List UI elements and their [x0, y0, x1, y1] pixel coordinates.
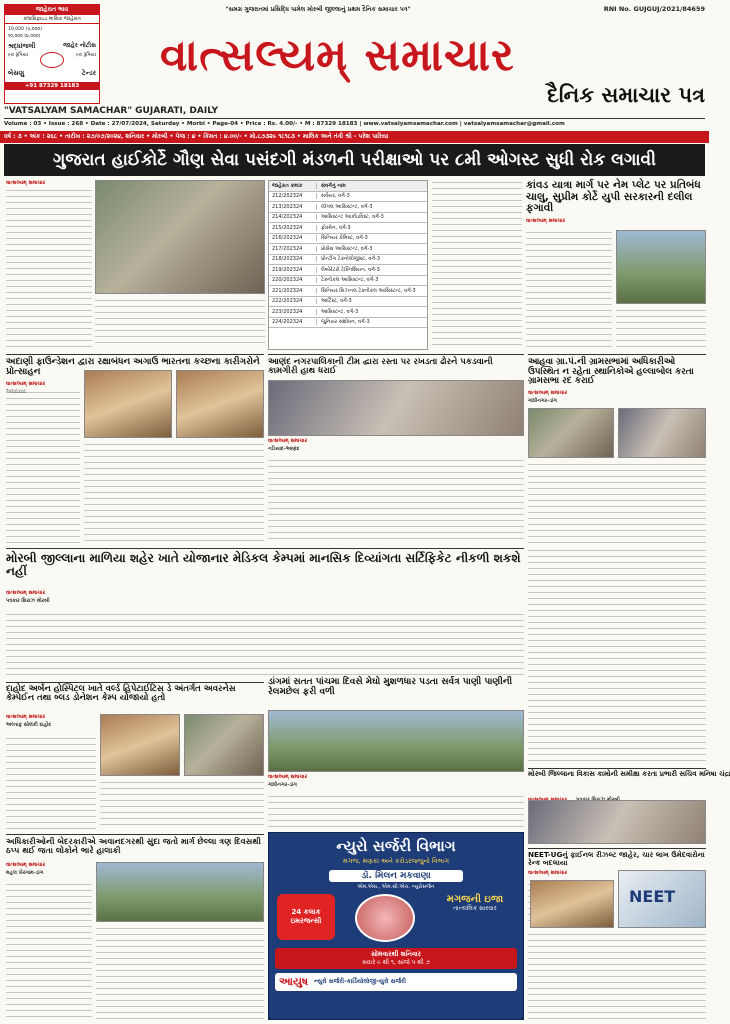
maliya-headline: મોરબી જીલ્લાના માળિયા શહેર ખાતે યોજાનાર મેડિકલ કેમ્પમાં માનસિક દિવ્યાંગતા સર્ટિફિકેટ નીકળી શકશે નહીં [6, 551, 521, 579]
article-text [84, 442, 264, 544]
advert-title: ન્યુરો સર્જરી વિભાગ [336, 837, 456, 855]
masthead-subtitle: દૈનિક સમાચાર પત્ર [547, 83, 705, 107]
advert-brain-icon [355, 894, 415, 942]
article-dang-rain [268, 678, 524, 706]
article-text [268, 458, 524, 544]
cattle-photo [268, 380, 524, 436]
article-text [268, 794, 524, 830]
location: ગાંધીનગર-ડાંગ [528, 398, 557, 405]
masthead-tagline: "સમગ્ર ગુજરાતમાં પ્રસિદ્ધિ પામેલ મોરબી જીલ્લાનું પ્રથમ દૈનિક સમાચાર પત્ર" [225, 6, 411, 13]
advert-emergency-badge: 24 કલાક ઇમરજન્સી [277, 894, 335, 940]
byline: વાત્સલ્યમ્ સમાચાર [268, 774, 308, 780]
article-text [528, 932, 706, 1020]
rain-photo [268, 710, 524, 772]
advert-hospital-full: ન્યુરો સર્જરી-કાર્ડિયોલોજી-યુરો સર્જરી [314, 978, 406, 985]
ads-rate: ૯૦ રૂપિયા [76, 52, 96, 58]
table-row: 217/202324 પ્રોસેસ આસિસ્ટન્ટ, વર્ગ-3 [269, 244, 427, 255]
table-header: સંવર્ગનું નામ [321, 182, 346, 189]
table-row: 215/202324 ફોરમેન, વર્ગ-3 [269, 223, 427, 234]
advert-opd-days: સોમવારથી શનિવાર [371, 950, 421, 958]
dahod-byline [6, 714, 96, 734]
morbi-headline: મોરબી જિલ્લાના વિકાસ કામોની સમીક્ષા કરતા પ્રભારી સચિવ મનિષા ચંદ્રા [528, 770, 730, 778]
table-row: 213/202324 લીગલ આસિસ્ટન્ટ, વર્ગ-3 [269, 202, 427, 213]
maliya-byline [6, 590, 106, 610]
supreme-court-photo [616, 230, 706, 304]
ads-rate: ૯૦ રૂપિયા [8, 52, 28, 58]
byline: વાત્સલ્યમ્ સમાચાર [6, 862, 46, 868]
gram-sabha-photo-1 [528, 408, 614, 458]
article-text [528, 548, 706, 766]
ads-phone: +91 87329 18183 [5, 82, 99, 90]
morbi-byline [528, 786, 706, 800]
article-dahod [6, 682, 264, 710]
table-row: 222/202324 આર્ટિસ્ટ, વર્ગ-3 [269, 297, 427, 308]
article-text [528, 462, 706, 544]
kanwar-headline: કાંવડ યાત્રા માર્ગ પર નેમ પ્લેટ પર પ્રતિબંધ ચાલુ, સુપ્રીમ કોર્ટે યુપી સરકારની દલીલ ફગાવી [526, 179, 701, 215]
article-text [432, 180, 522, 350]
article-text [6, 882, 92, 1020]
table-row: 214/202324 આસિસ્ટન્ટ આર્કાઇવિસ્ટ, વર્ગ-3 [269, 213, 427, 224]
dang-headline: ડાંગમાં સતત પાંચમા દિવસે મેઘો મુશળધાર પડતા સર્વત્ર પાણી પાણીની રેલમછેલ ફરી વળી [268, 677, 513, 697]
article-anand [268, 354, 524, 376]
dang-byline [268, 774, 338, 794]
advert-highlight: મગજની ઇજા [446, 894, 504, 905]
location: ગાંધીનગર-ડાંગ [268, 782, 297, 788]
exam-table [268, 180, 428, 350]
neet-label: NEET [629, 887, 676, 906]
ads-logo-seal [40, 52, 64, 68]
table-header: જાહેરાત ક્રમાંક [269, 183, 317, 189]
info-line: Volume : 03 • Issue : 268 • Date : 27/07/2024, Saturday • Morbi • Page-04 • Price : Rs. 4.00/- • M : 87329 18183 | www.vatsalyamsamachar.com | vatsalyamsamachar@gmail.com [4, 118, 705, 127]
location: પત્રકાર સિરાઝ મોરબી [6, 598, 50, 604]
ads-public-notice: જાહેર નોટીસ [63, 42, 96, 49]
article-hc-left [6, 180, 92, 348]
table-row: 216/202324 સિનિયર કેમિસ્ટ, વર્ગ-3 [269, 234, 427, 245]
neuro-advert [268, 832, 524, 1020]
table-row: 212/202324 સર્વેયર, વર્ગ-3 [269, 192, 427, 203]
english-name: "VATSALYAM SAMACHAR" GUJARATI, DAILY [4, 106, 219, 116]
table-row: 224/202324 જુનિયર સંશોધન, વર્ગ-3 [269, 318, 427, 329]
article-text [526, 230, 612, 350]
anand-headline: આણંદ નગરપાલિકાની ટીમ દ્વારા રસ્તા પર રખડતા ઢોરને પકડવાની કામગીરી હાથ ધરાઈ [268, 357, 493, 377]
hospital-photo-1 [100, 714, 180, 776]
table-row: 218/202324 પ્રીન્ટીંગ ટેક્નોલોજીસ્ટ, વર્ગ-3 [269, 255, 427, 266]
ads-besnu: બેસણુ [8, 69, 25, 77]
gram-sabha-photo-2 [618, 408, 706, 458]
article-morbi-review [528, 768, 730, 784]
article-road [6, 834, 264, 860]
main-headline: ગુજરાત હાઈકોર્ટે ગૌણ સેવા પસંદગી મંડળની પરીક્ષાઓ પર ૮મી ઓગસ્ટ સુધી રોક લગાવી [4, 144, 705, 176]
advert-hospital-name: આયુષ [279, 975, 309, 988]
gujarati-info-line: વર્ષ : ૩ • અંક : ૨૬૮ • તારીખ : ૨૭/૦૭/૨૦૨૪, શનિવાર • મોરબી • પેજ : ૪ • કિંમત : ૪.૦૦/- • મો.૮૭૩૨૯ ૧૮૧૮૩ • માલિક અને તંત્રી શ્રી - પરેશ પારિયા [0, 131, 709, 143]
article-text [616, 308, 706, 350]
rni-number: RNI No. GUJGUJ/2021/84659 [603, 5, 705, 13]
article-text [96, 926, 264, 1020]
hospital-photo-2 [184, 714, 264, 776]
adani-headline: અદાણી ફાઉન્ડેશન દ્વારા રક્ષાબંધન અગાઉ ભારતના કચ્છના કારીગરોને પ્રોત્સાહન [6, 357, 260, 377]
masthead-title: વાત્સલ્યમ્ સમાચાર [160, 30, 515, 81]
advert-subtitle: મગજ, મણકા અને કરોડરજ્જુનો વિભાગ [342, 857, 449, 865]
article-text [6, 736, 96, 830]
byline: વાત્સલ્યમ્ સમાચાર [6, 714, 46, 720]
location: અલ્તાફ સોલંકી દાહોદ [6, 722, 52, 728]
table-row: 220/202324 ટેક્નીકલ આસિસ્ટન્ટ, વર્ગ-3 [269, 276, 427, 287]
flooded-road-photo [96, 862, 264, 922]
ads-subtitle: ક્લાસિફાઇડ માસિક જાહેરાત [5, 15, 99, 24]
article-maliya [6, 548, 524, 588]
meeting-photo [528, 800, 706, 844]
byline: વાત્સલ્યમ્ સમાચાર [528, 870, 568, 876]
article-text [100, 780, 264, 830]
byline: વાત્સલ્યમ્ સમાચાર [528, 390, 568, 397]
dahod-headline: દાહોદ અર્બન હોસ્પિટલ ખાતે વર્લ્ડ હિપેટાઈટિસ ડે અંતર્ગત અવરનેસ કેમ્પેઈન તથા બ્લડ ડોનેશન કેમ્પ યોજાયો હતો [6, 684, 236, 704]
location: મહલ ખેરગામ-ડાંગ [6, 870, 44, 876]
article-text [6, 390, 80, 544]
advert-doctor: ડૉ. મિલન મકવાણા [329, 870, 463, 882]
byline: વાત્સલ્યમ્ સમાચાર [6, 590, 46, 596]
location: નડિયાદ-આણંદ [268, 446, 300, 452]
article-neet [528, 848, 706, 868]
road-byline [6, 862, 106, 880]
article-text [6, 612, 524, 678]
table-row: 221/202324 સિનિયર સિઝનલ ટેક્નીકલ આસિસ્ટન્ટ, વર્ગ-3 [269, 286, 427, 297]
byline: વાત્સલ્યમ્ સમાચાર [268, 438, 308, 444]
byline: વાત્સલ્યમ્ સમાચાર [6, 180, 46, 186]
advert-opd-time: સવારે ૯ થી ૧, સાંજે ૫ થી ૭ [362, 959, 430, 966]
supreme-court-building-photo [530, 880, 614, 928]
neet-graphic [618, 870, 706, 928]
advert-opd [275, 948, 517, 969]
ads-shradhanjali: શ્રદ્ધાંજલી [8, 42, 36, 50]
ads-box [4, 4, 100, 104]
ads-tender: ટેન્ડર [82, 69, 96, 77]
byline: વાત્સલ્યમ્ સમાચાર [526, 217, 566, 224]
high-court-photo [95, 180, 265, 294]
article-text [95, 298, 265, 348]
road-headline: અધિકારીઓની બેદરકારીએ અવાનદગરથી સુંદા જતો માર્ગ છેલ્લા ત્રણ દિવસથી ઠપ્પ થઈ જતા લોકોને ભારે હાલાકી [6, 836, 261, 856]
ahwa-headline: આહવા ગ્રા.પં.ની ગ્રામસભામાં અધિકારીઓ ઉપસ્થિત ન રહેતા સ્થાનિકોએ હલ્લાબોલ કરતા ગ્રામસભા રદ કરાઈ [528, 357, 694, 387]
advert-highlight-sub: તાત્કાલિક સારવાર [453, 905, 497, 912]
table-row: 219/202324 લેબોરેટરી ટેક્નિશિયન, વર્ગ-3 [269, 265, 427, 276]
table-row: 223/202324 આસિસ્ટન્ટ, વર્ગ-3 [269, 307, 427, 318]
ads-rate-row: ૧૦,૦૦૦ (૪,૦૦૦) [8, 34, 41, 39]
artisans-photo-1 [84, 370, 172, 438]
ads-rate-row: 10,000 (૫,૦૦૦) [8, 27, 42, 32]
advert-doctor-sub: એમ.એસ., એમ.સી.એચ. ન્યુરોસર્જન [357, 884, 435, 890]
byline: વાત્સલ્યમ્ સમાચાર [6, 380, 46, 387]
ads-title: જાહેરાત ભાવ [5, 5, 99, 15]
artisans-photo-2 [176, 370, 264, 438]
neet-headline: NEET-UGનું ફાઈનલ રીઝલ્ટ જાહેર, ચાર લાખ ઉમેદવારોના રેન્ક બદલાયા [528, 850, 705, 867]
anand-byline [268, 438, 328, 458]
